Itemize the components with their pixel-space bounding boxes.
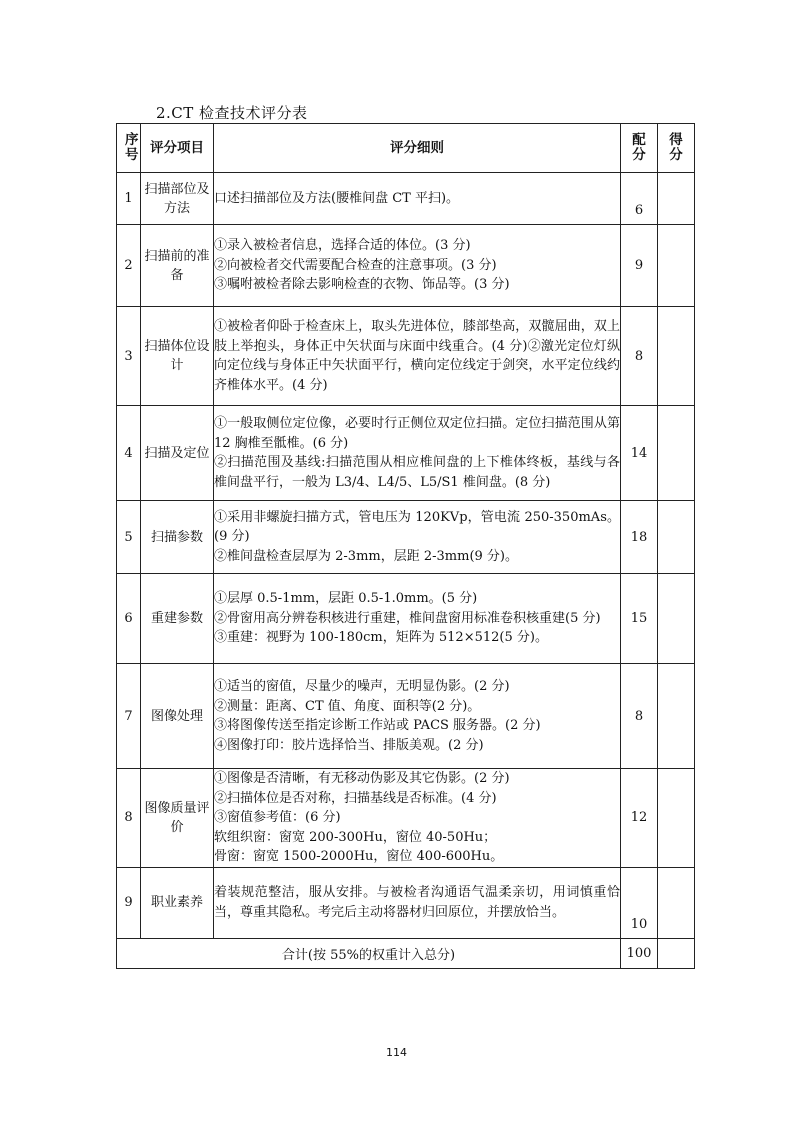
table-row xyxy=(117,225,695,307)
row-score-cell xyxy=(658,307,695,406)
total-points: 100 xyxy=(621,938,658,968)
row-number: 9 xyxy=(117,867,141,938)
row-detail xyxy=(214,769,621,868)
row-detail xyxy=(214,173,621,225)
row-item: 重建参数 xyxy=(141,574,214,664)
detail-line: ①图像是否清晰，有无移动伪影及其它伪影。(2 分) xyxy=(214,771,510,786)
row-points: 6 xyxy=(621,173,658,225)
table-row xyxy=(117,867,695,938)
row-detail xyxy=(214,664,621,769)
row-points: 9 xyxy=(621,225,658,307)
row-item: 扫描前的准备 xyxy=(141,225,214,307)
page-number: 114 xyxy=(386,1046,407,1059)
detail-line: ①采用非螺旋扫描方式，管电压为 120KVp，管电流 250-350mAs。(9 分) xyxy=(214,509,620,545)
table-row xyxy=(117,307,695,406)
row-score-cell xyxy=(658,867,695,938)
table-row xyxy=(117,173,695,225)
total-label: 合计(按 55%的权重计入总分) xyxy=(117,938,621,968)
row-points: 12 xyxy=(621,769,658,868)
detail-line: ③将图像传送至指定诊断工作站或 PACS 服务器。(2 分) xyxy=(214,718,541,733)
row-detail xyxy=(214,867,621,938)
table-row xyxy=(117,769,695,868)
row-item: 职业素养 xyxy=(141,867,214,938)
row-detail xyxy=(214,501,621,574)
detail-line: ③重建：视野为 100-180cm，矩阵为 512×512(5 分)。 xyxy=(214,630,548,646)
row-points: 8 xyxy=(621,307,658,406)
row-number: 4 xyxy=(117,406,141,501)
row-number: 8 xyxy=(117,769,141,868)
detail-line: ④图像打印：胶片选择恰当、排版美观。(2 分) xyxy=(214,737,484,753)
detail-line: ①适当的窗值，尽量少的噪声，无明显伪影。(2 分) xyxy=(214,679,510,694)
row-detail xyxy=(214,307,621,406)
row-number: 5 xyxy=(117,501,141,574)
detail-line: 着装规范整洁，服从安排。与被检者沟通语气温柔亲切，用词慎重恰当，尊重其隐私。考完后主动将器材归回原位，并摆放恰当。 xyxy=(214,885,620,920)
header-no: 序号 xyxy=(117,124,141,173)
table-row xyxy=(117,664,695,769)
row-score-cell xyxy=(658,664,695,769)
detail-line: ③窗值参考值：(6 分) xyxy=(214,810,341,825)
table-row xyxy=(117,406,695,501)
row-item: 扫描部位及方法 xyxy=(141,173,214,225)
row-points: 8 xyxy=(621,664,658,769)
row-number: 6 xyxy=(117,574,141,664)
row-score-cell xyxy=(658,225,695,307)
row-score-cell xyxy=(658,769,695,868)
row-points: 18 xyxy=(621,501,658,574)
row-number: 1 xyxy=(117,173,141,225)
row-number: 3 xyxy=(117,307,141,406)
total-row xyxy=(117,938,695,968)
row-item: 扫描参数 xyxy=(141,501,214,574)
header-score: 得分 xyxy=(658,124,695,173)
row-item: 图像处理 xyxy=(141,664,214,769)
row-score-cell xyxy=(658,501,695,574)
row-score-cell xyxy=(658,173,695,225)
table-row xyxy=(117,574,695,664)
page-title: 2.CT 检查技术评分表 xyxy=(156,104,308,122)
detail-line: 口述扫描部位及方法(腰椎间盘 CT 平扫)。 xyxy=(214,190,460,206)
row-item: 扫描及定位 xyxy=(141,406,214,501)
detail-line: ③嘱咐被检者除去影响检查的衣物、饰品等。(3 分) xyxy=(214,277,510,293)
row-score-cell xyxy=(658,406,695,501)
row-item: 扫描体位设计 xyxy=(141,307,214,406)
detail-line: ①被检者仰卧于检查床上，取头先进体位，膝部垫高，双髋屈曲，双上肢上举抱头，身体正中矢状面与床面中线重合。(4 分)②激光定位灯纵向定位线与身体正中矢状面平行，横向定位线定于剑突，水平定位线约齐椎体水平。(4 分) xyxy=(214,319,620,393)
detail-line: ①层厚 0.5-1mm，层距 0.5-1.0mm。(5 分) xyxy=(214,591,478,607)
row-points: 15 xyxy=(621,574,658,664)
detail-line: 软组织窗：窗宽 200-300Hu，窗位 40-50Hu； xyxy=(214,829,497,845)
table-row xyxy=(117,501,695,574)
detail-line: ②扫描体位是否对称，扫描基线是否标准。(4 分) xyxy=(214,790,497,806)
header-points: 配分 xyxy=(621,124,658,173)
detail-line: ①一般取侧位定位像，必要时行正侧位双定位扫描。定位扫描范围从第12 胸椎至骶椎。(6 分) xyxy=(214,416,620,451)
row-points: 10 xyxy=(621,867,658,938)
detail-line: ②椎间盘检查层厚为 2-3mm，层距 2-3mm(9 分)。 xyxy=(214,548,518,564)
detail-line: ②测量：距离、CT 值、角度、面积等(2 分)。 xyxy=(214,698,481,714)
row-item: 图像质量评价 xyxy=(141,769,214,868)
row-detail xyxy=(214,406,621,501)
detail-line: ①录入被检者信息，选择合适的体位。(3 分) xyxy=(214,238,471,254)
row-number: 7 xyxy=(117,664,141,769)
detail-line: 骨窗：窗宽 1500-2000Hu，窗位 400-600Hu。 xyxy=(214,849,504,864)
row-points: 14 xyxy=(621,406,658,501)
total-score-cell xyxy=(658,938,695,968)
header-row xyxy=(117,124,695,173)
detail-line: ②骨窗用高分辨卷积核进行重建，椎间盘窗用标准卷积核重建(5 分) xyxy=(214,610,601,626)
score-table xyxy=(116,123,695,969)
header-item: 评分项目 xyxy=(141,124,214,173)
detail-line: ②向被检者交代需要配合检查的注意事项。(3 分) xyxy=(214,257,497,273)
row-detail xyxy=(214,225,621,307)
row-number: 2 xyxy=(117,225,141,307)
header-detail: 评分细则 xyxy=(214,124,621,173)
row-detail xyxy=(214,574,621,664)
detail-line: ②扫描范围及基线:扫描范围从相应椎间盘的上下椎体终板，基线与各椎间盘平行，一般为 L3/4、L4/5、L5/S1 椎间盘。(8 分) xyxy=(214,455,620,490)
row-score-cell xyxy=(658,574,695,664)
